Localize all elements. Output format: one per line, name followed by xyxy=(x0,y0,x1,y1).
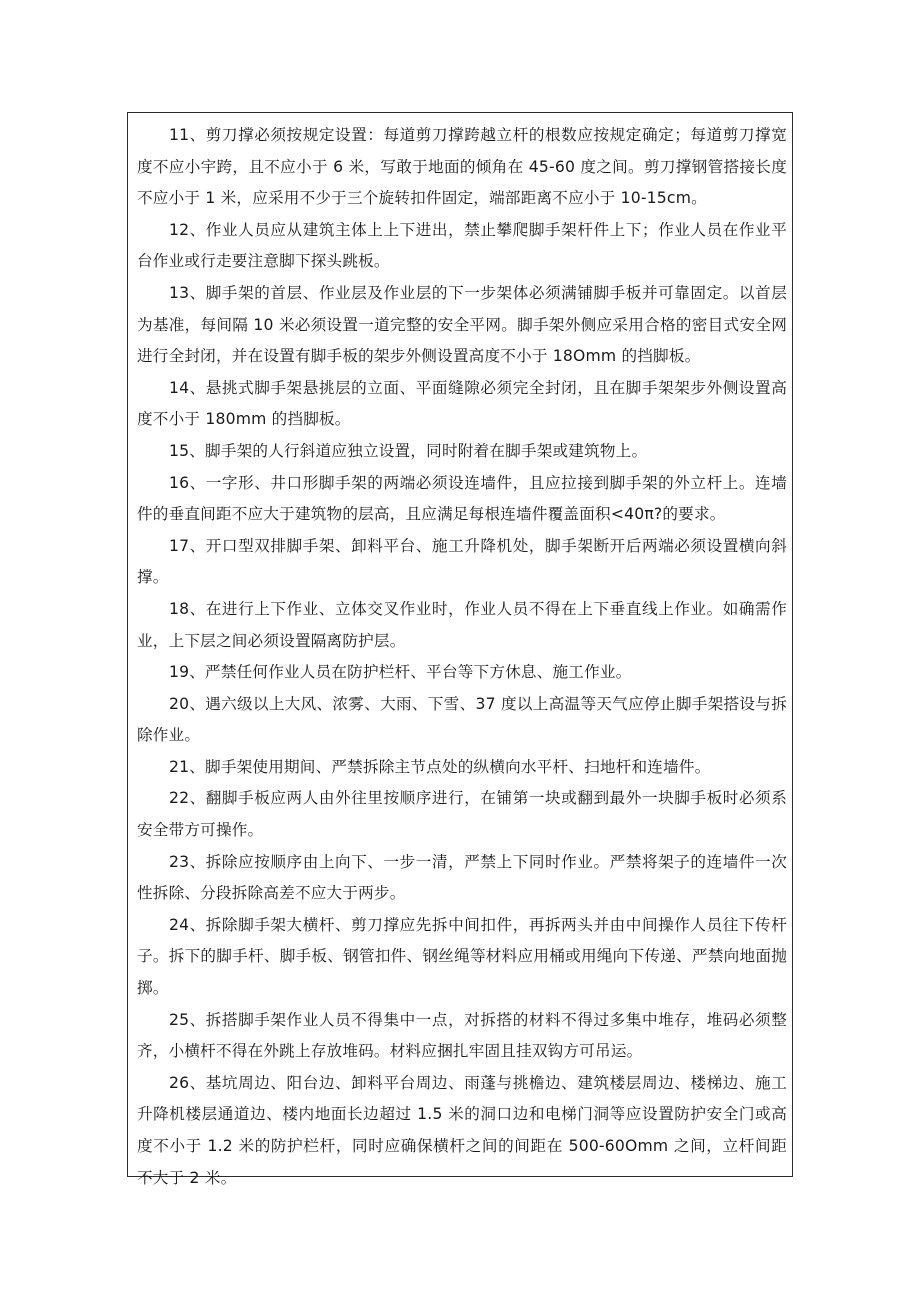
paragraph-item-14: 14、悬挑式脚手架悬挑层的立面、平面缝隙必须完全封闭，且在脚手架架步外侧设置高度不小于 180mm 的挡脚板。 xyxy=(137,378,787,429)
paragraph-item-18: 18、在进行上下作业、立体交叉作业时，作业人员不得在上下垂直线上作业。如确需作业，上下层之间必须设置隔离防护层。 xyxy=(137,599,787,650)
paragraph-item-24: 24、拆除脚手架大横杆、剪刀撑应先拆中间扣件，再拆两头并由中间操作人员往下传杆子。拆下的脚手杆、脚手板、钢管扣件、钢丝绳等材料应用桶或用绳向下传递、严禁向地面抛掷。 xyxy=(137,915,787,998)
paragraph-item-13: 13、脚手架的首层、作业层及作业层的下一步架体必须满铺脚手板并可靠固定。以首层为基准，每间隔 10 米必须设置一道完整的安全平网。脚手架外侧应采用合格的密目式安全网进行全封闭，并在设置有脚手板的架步外侧设置高度不小于 18Omm 的挡脚板。 xyxy=(137,283,787,366)
paragraph-item-20: 20、遇六级以上大风、浓雾、大雨、下雪、37 度以上高温等天气应停止脚手架搭设与拆除作业。 xyxy=(137,694,787,745)
document-body xyxy=(137,120,787,1194)
paragraph-item-21: 21、脚手架使用期间、严禁拆除主节点处的纵横向水平杆、扫地杆和连墙件。 xyxy=(169,757,711,776)
paragraph-item-19: 19、严禁任何作业人员在防护栏杆、平台等下方休息、施工作业。 xyxy=(169,663,632,682)
paragraph-item-11: 11、剪刀撑必须按规定设置：每道剪刀撑跨越立杆的根数应按规定确定；每道剪刀撑宽度不应小宇跨，且不应小于 6 米，写敢于地面的倾角在 45-60 度之间。剪刀撑钢管搭接长度不应小于 1 米，应采用不少于三个旋转扣件固定，端部距离不应小于 10-15cm。 xyxy=(137,126,787,208)
paragraph-item-12: 12、作业人员应从建筑主体上上下进出，禁止攀爬脚手架杆件上下；作业人员在作业平台作业或行走要注意脚下探头跳板。 xyxy=(137,220,787,271)
paragraph-item-25: 25、拆搭脚手架作业人员不得集中一点，对拆搭的材料不得过多集中堆存，堆码必须整齐，小横杆不得在外跳上存放堆码。材料应捆扎牢固且挂双钩方可吊运。 xyxy=(137,1010,787,1061)
paragraph-item-23: 23、拆除应按顺序由上向下、一步一清，严禁上下同时作业。严禁将架子的连墙件一次性拆除、分段拆除高差不应大于两步。 xyxy=(137,852,787,903)
paragraph-item-17: 17、开口型双排脚手架、卸料平台、施工升降机处，脚手架断开后两端必须设置横向斜撑。 xyxy=(137,536,787,587)
paragraph-item-22: 22、翻脚手板应两人由外往里按顺序进行，在铺第一块或翻到最外一块脚手板时必须系安全带方可操作。 xyxy=(137,789,787,840)
paragraph-item-16: 16、一字形、井口形脚手架的两端必须设连墙件，且应拉接到脚手架的外立杆上。连墙件的垂直间距不应大于建筑物的层高，且应满足每根连墙件覆盖面积<40π?的要求。 xyxy=(137,473,787,524)
paragraph-item-26: 26、基坑周边、阳台边、卸料平台周边、雨蓬与挑檐边、建筑楼层周边、楼梯边、施工升降机楼层通道边、楼内地面长边超过 1.5 米的洞口边和电梯门洞等应设置防护安全门或高度不小于 1.2 米的防护栏杆，同时应确保横杆之间的间距在 500-60Omm 之间，立杆间距不大于 2 米。 xyxy=(137,1073,787,1187)
paragraph-item-15: 15、脚手架的人行斜道应独立设置，同时附着在脚手架或建筑物上。 xyxy=(169,441,648,460)
